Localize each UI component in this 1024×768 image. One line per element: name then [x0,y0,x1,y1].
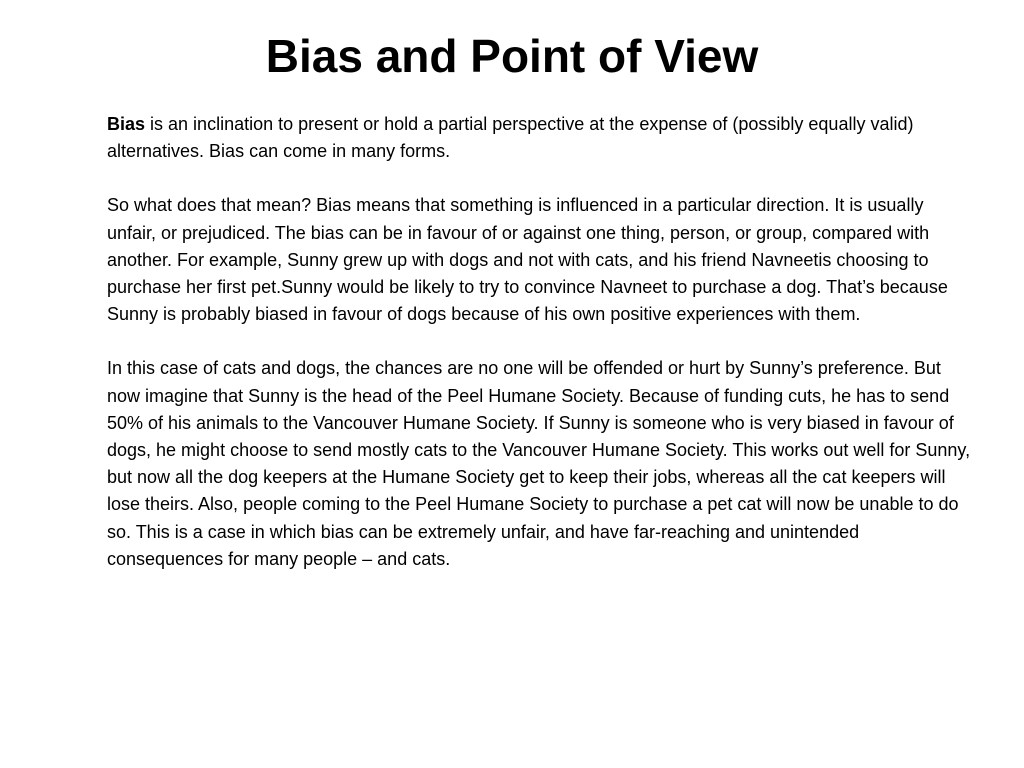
explanation-paragraph: So what does that mean? Bias means that something is influenced in a particular direction. It is usually unfair, or prejudiced. The bias can be in favour of or against one thing, person, or group, compared with another. For example, Sunny grew up with dogs and not with cats, and his friend Navneetis choosing to purchase her first pet.Sunny would be likely to try to convince Navneet to purchase a dog. That’s because Sunny is probably biased in favour of dogs because of his own positive experiences with them. [107,195,948,325]
definition-paragraph [107,111,972,165]
slide-title: Bias and Point of View [265,30,759,82]
defined-term: Bias [107,114,146,134]
example-paragraph: In this case of cats and dogs, the chances are no one will be offended or hurt by Sunny’s preference. But now imagine that Sunny is the head of the Peel Humane Society. Because of funding cuts, he has to send 50% of his animals to the Vancouver Humane Society. If Sunny is someone who is very biased in favour of dogs, he might choose to send mostly cats to the Vancouver Humane Society. This works out well for Sunny, but now all the dog keepers at the Humane Society get to keep their jobs, whereas all the cat keepers will lose theirs. Also, people coming to the Peel Humane Society to purchase a pet cat will now be unable to do so. This is a case in which bias can be extremely unfair, and have far-reaching and unintended consequences for many people – and cats. [107,358,971,569]
definition-text: is an inclination to present or hold a partial perspective at the expense of (possibly equally valid) alternatives. Bias can come in many forms. [107,114,914,162]
slide-body [107,111,972,600]
